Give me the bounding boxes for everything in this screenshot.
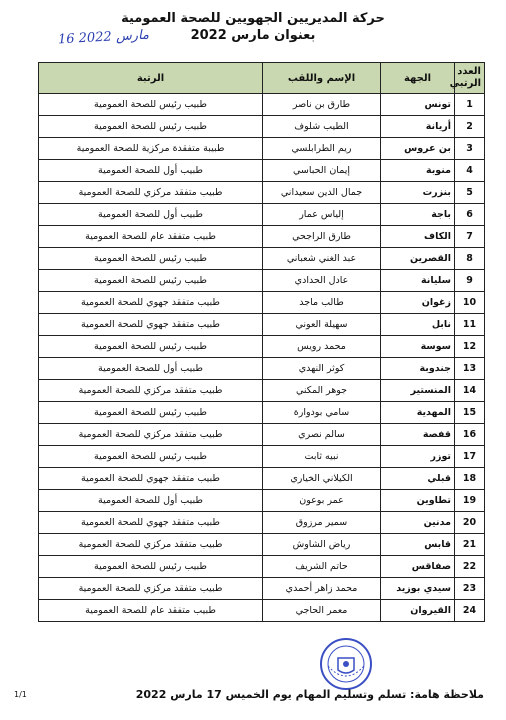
cell-num: 4	[455, 160, 485, 182]
table-row	[39, 578, 485, 600]
seal-stamp-icon	[318, 636, 374, 692]
cell-num: 15	[455, 402, 485, 424]
cell-name: محمد رويس	[263, 336, 381, 358]
cell-name: عبد الغني شعباني	[263, 248, 381, 270]
cell-num: 3	[455, 138, 485, 160]
cell-num: 7	[455, 226, 485, 248]
cell-rank: طبيب متفقد مركزي للصحة العمومية	[39, 182, 263, 204]
cell-region: جندوبة	[381, 358, 455, 380]
cell-num: 1	[455, 94, 485, 116]
cell-num: 23	[455, 578, 485, 600]
cell-rank: طبيب رئيس للصحة العمومية	[39, 116, 263, 138]
cell-rank: طبيب أول للصحة العمومية	[39, 160, 263, 182]
title-line-2: بعنوان مارس 2022	[190, 28, 316, 43]
cell-region: القيروان	[381, 600, 455, 622]
cell-rank: طبيب رئيس للصحة العمومية	[39, 336, 263, 358]
table-row	[39, 380, 485, 402]
cell-rank: طبيب رئيس للصحة العمومية	[39, 248, 263, 270]
table-row	[39, 204, 485, 226]
cell-num: 10	[455, 292, 485, 314]
cell-name: سامي بودوارة	[263, 402, 381, 424]
table-body	[39, 94, 485, 622]
page-number: 1/1	[14, 690, 27, 699]
cell-name: الطيب شلوف	[263, 116, 381, 138]
cell-rank: طبيب متفقد عام للصحة العمومية	[39, 226, 263, 248]
table-row	[39, 160, 485, 182]
cell-region: سوسة	[381, 336, 455, 358]
cell-num: 6	[455, 204, 485, 226]
cell-region: صفاقس	[381, 556, 455, 578]
cell-name: جمال الدين سعيداني	[263, 182, 381, 204]
cell-rank: طبيب رئيس للصحة العمومية	[39, 402, 263, 424]
cell-region: تطاوين	[381, 490, 455, 512]
cell-region: سليانة	[381, 270, 455, 292]
cell-name: طارق بن ناصر	[263, 94, 381, 116]
table-row	[39, 94, 485, 116]
table-row	[39, 468, 485, 490]
cell-num: 21	[455, 534, 485, 556]
cell-num: 9	[455, 270, 485, 292]
cell-region: زغوان	[381, 292, 455, 314]
table-row	[39, 270, 485, 292]
cell-region: سيدي بوزيد	[381, 578, 455, 600]
cell-region: المنستير	[381, 380, 455, 402]
cell-rank: طبيب رئيس للصحة العمومية	[39, 446, 263, 468]
cell-name: حاتم الشريف	[263, 556, 381, 578]
table-row	[39, 556, 485, 578]
cell-name: نبيه ثابت	[263, 446, 381, 468]
cell-name: كوثر النهدي	[263, 358, 381, 380]
table-row	[39, 512, 485, 534]
table-header-row	[39, 63, 485, 94]
important-note: ملاحظة هامة: تسلم وتسليم المهام يوم الخميس 17 مارس 2022	[135, 688, 484, 701]
cell-num: 12	[455, 336, 485, 358]
cell-rank: طبيب متفقد جهوي للصحة العمومية	[39, 292, 263, 314]
cell-num: 22	[455, 556, 485, 578]
cell-rank: طبيب متفقد جهوي للصحة العمومية	[39, 468, 263, 490]
cell-name: رياض الشاوش	[263, 534, 381, 556]
cell-rank: طبيبة متفقدة مركزية للصحة العمومية	[39, 138, 263, 160]
cell-rank: طبيب متفقد جهوي للصحة العمومية	[39, 512, 263, 534]
cell-rank: طبيب رئيس للصحة العمومية	[39, 94, 263, 116]
cell-rank: طبيب أول للصحة العمومية	[39, 490, 263, 512]
cell-name: عادل الحدادي	[263, 270, 381, 292]
cell-rank: طبيب متفقد مركزي للصحة العمومية	[39, 424, 263, 446]
cell-region: قبلي	[381, 468, 455, 490]
table-row	[39, 600, 485, 622]
directors-table	[38, 62, 485, 622]
table-row	[39, 490, 485, 512]
cell-name: معمر الحاجي	[263, 600, 381, 622]
cell-region: منوبة	[381, 160, 455, 182]
cell-name: محمد زاهر أحمدي	[263, 578, 381, 600]
cell-region: مدنين	[381, 512, 455, 534]
table-row	[39, 182, 485, 204]
table-row	[39, 292, 485, 314]
cell-num: 20	[455, 512, 485, 534]
cell-name: طارق الراجحي	[263, 226, 381, 248]
header-region: الجهة	[381, 63, 455, 94]
cell-name: سهيلة العوني	[263, 314, 381, 336]
cell-rank: طبيب متفقد جهوي للصحة العمومية	[39, 314, 263, 336]
cell-num: 14	[455, 380, 485, 402]
table-row	[39, 138, 485, 160]
cell-name: سمير مرزوق	[263, 512, 381, 534]
cell-region: تونس	[381, 94, 455, 116]
cell-name: سالم نصري	[263, 424, 381, 446]
cell-num: 17	[455, 446, 485, 468]
header-name: الإسم واللقب	[263, 63, 381, 94]
cell-rank: طبيب متفقد مركزي للصحة العمومية	[39, 534, 263, 556]
cell-rank: طبيب رئيس للصحة العمومية	[39, 270, 263, 292]
cell-num: 11	[455, 314, 485, 336]
header-num: العدد الرتبي	[455, 63, 485, 94]
table-row	[39, 534, 485, 556]
cell-num: 8	[455, 248, 485, 270]
cell-region: أريانة	[381, 116, 455, 138]
cell-name: عمر بوعون	[263, 490, 381, 512]
cell-name: الكيلاني الخياري	[263, 468, 381, 490]
cell-rank: طبيب أول للصحة العمومية	[39, 204, 263, 226]
cell-region: القصرين	[381, 248, 455, 270]
table-row	[39, 446, 485, 468]
table-row	[39, 226, 485, 248]
cell-rank: طبيب متفقد مركزي للصحة العمومية	[39, 578, 263, 600]
cell-region: بنزرت	[381, 182, 455, 204]
cell-name: جوهر المكني	[263, 380, 381, 402]
cell-region: نابل	[381, 314, 455, 336]
cell-num: 2	[455, 116, 485, 138]
official-seal	[318, 636, 374, 692]
cell-region: توزر	[381, 446, 455, 468]
cell-region: قفصة	[381, 424, 455, 446]
cell-num: 24	[455, 600, 485, 622]
cell-name: إيمان الحباسي	[263, 160, 381, 182]
handwritten-date: 16 مارس 2022	[57, 27, 150, 48]
cell-name: ريم الطرابلسي	[263, 138, 381, 160]
table-row	[39, 358, 485, 380]
table-row	[39, 424, 485, 446]
cell-num: 16	[455, 424, 485, 446]
table-row	[39, 402, 485, 424]
title-line-1: حركة المديريين الجهويين للصحة العمومية	[121, 11, 385, 26]
cell-num: 13	[455, 358, 485, 380]
cell-region: الكاف	[381, 226, 455, 248]
cell-region: قابس	[381, 534, 455, 556]
cell-rank: طبيب متفقد مركزي للصحة العمومية	[39, 380, 263, 402]
table-row	[39, 116, 485, 138]
cell-num: 5	[455, 182, 485, 204]
cell-region: المهدية	[381, 402, 455, 424]
cell-region: باجة	[381, 204, 455, 226]
cell-rank: طبيب متفقد عام للصحة العمومية	[39, 600, 263, 622]
cell-rank: طبيب رئيس للصحة العمومية	[39, 556, 263, 578]
header-rank: الرتبة	[39, 63, 263, 94]
table-row	[39, 248, 485, 270]
cell-name: إلياس عمار	[263, 204, 381, 226]
cell-name: طالب ماجد	[263, 292, 381, 314]
cell-num: 18	[455, 468, 485, 490]
cell-region: بن عروس	[381, 138, 455, 160]
table-row	[39, 314, 485, 336]
table-row	[39, 336, 485, 358]
cell-num: 19	[455, 490, 485, 512]
cell-rank: طبيب أول للصحة العمومية	[39, 358, 263, 380]
